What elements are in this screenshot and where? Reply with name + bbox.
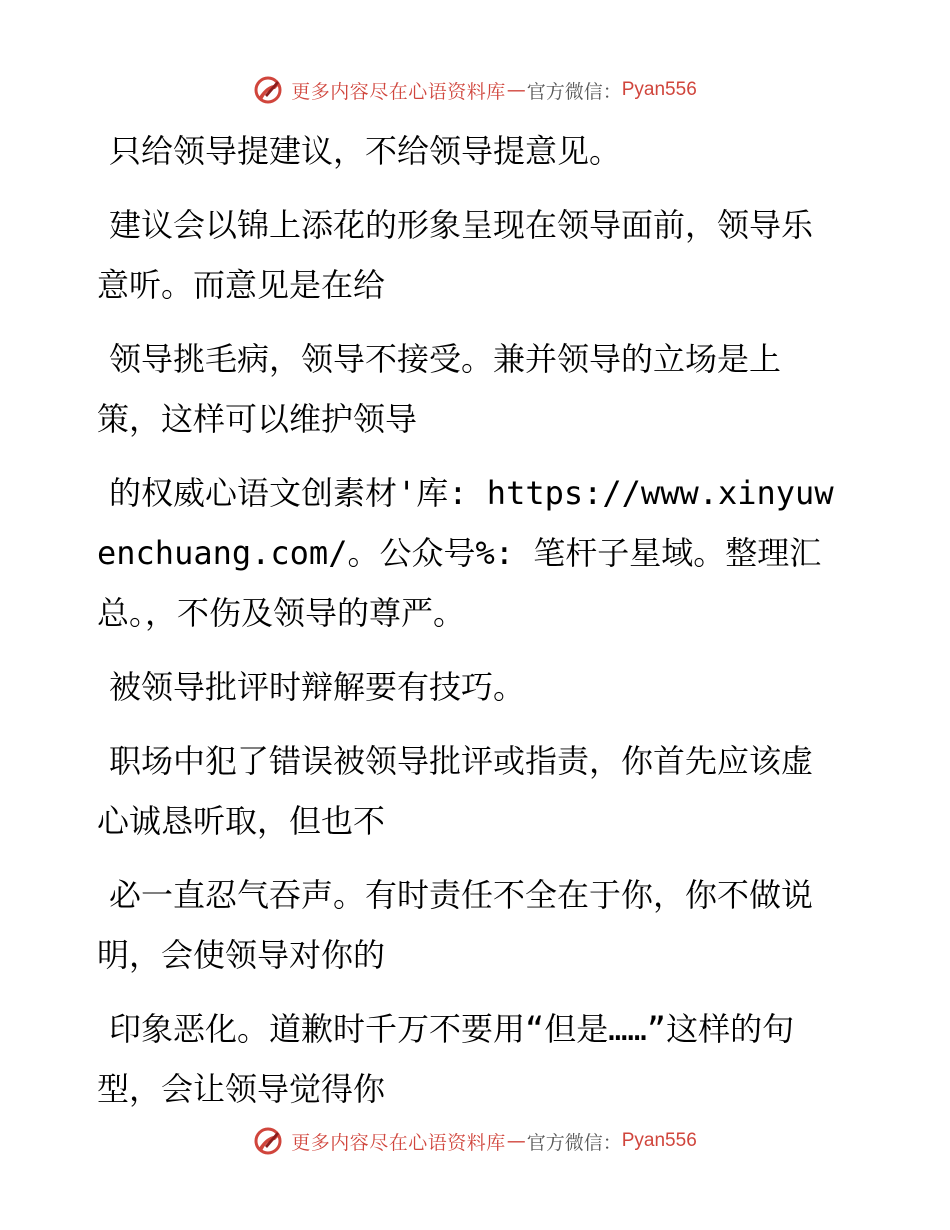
body-paragraph: 必一直忍气吞声。有时责任不全在于你，你不做说明，会使领导对你的 — [97, 876, 814, 974]
banner-dash: — — [506, 1130, 526, 1152]
banner-dash: — — [506, 79, 526, 101]
document-body — [97, 121, 837, 1133]
banner-site-text: 更多内容尽在心语资料库 — [291, 1131, 506, 1154]
body-paragraph: 被领导批评时辩解要有技巧。 — [109, 668, 526, 706]
banner-wechat-label: 官方微信： — [526, 1131, 622, 1154]
ribbon-seal-icon — [253, 75, 283, 105]
body-paragraph: 的权威心语文创素材'库: https://www.xinyuwenchuang.com/。公众号%: 笔杆子星域。整理汇总。，不伤及领导的尊严。 — [97, 474, 834, 632]
body-paragraph: 领导挑毛病，领导不接受。兼并领导的立场是上策，这样可以维护领导 — [97, 340, 782, 438]
banner-wechat-label: 官方微信： — [526, 80, 622, 103]
header-banner — [0, 70, 950, 110]
body-paragraph: 建议会以锦上添花的形象呈现在领导面前，领导乐意听。而意见是在给 — [97, 206, 814, 304]
ribbon-seal-icon — [253, 1126, 283, 1156]
body-paragraph: 印象恶化。道歉时千万不要用“但是……”这样的句型，会让领导觉得你 — [97, 1010, 795, 1108]
banner-wechat-id: Pyan556 — [621, 79, 697, 100]
footer-banner — [0, 1121, 950, 1161]
body-paragraph: 只给领导提建议，不给领导提意见。 — [109, 132, 622, 170]
banner-wechat-id: Pyan556 — [621, 1130, 697, 1151]
body-paragraph: 职场中犯了错误被领导批评或指责，你首先应该虚心诚恳听取，但也不 — [97, 742, 814, 840]
banner-site-text: 更多内容尽在心语资料库 — [291, 80, 506, 103]
